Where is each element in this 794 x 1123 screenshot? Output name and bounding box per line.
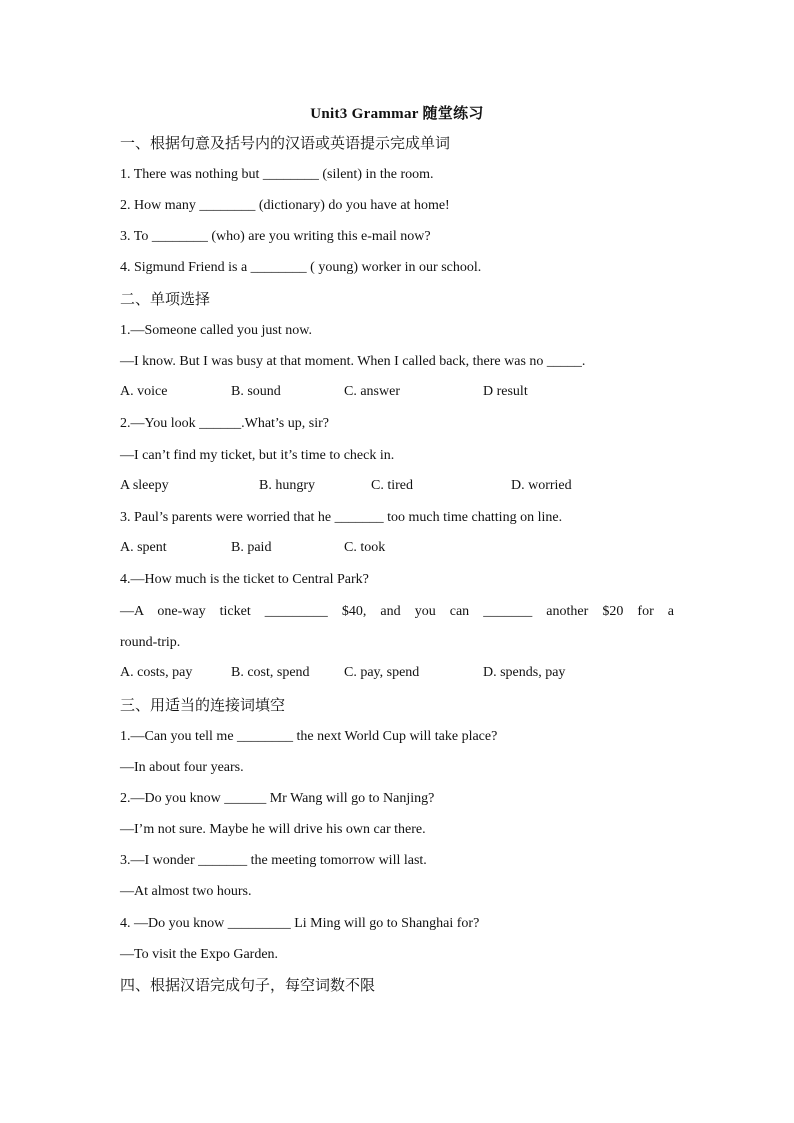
section3-line-1: 1.—Can you tell me ________ the next World Cup will take place?: [120, 729, 498, 744]
option-b: B. paid: [231, 540, 272, 555]
section3-line-5: 3.—I wonder _______ the meeting tomorrow will last.: [120, 853, 427, 868]
option-b: B. cost, spend: [231, 665, 310, 680]
section2-q3-options: [120, 540, 680, 558]
section3-heading: 三、用适当的连接词填空: [120, 696, 286, 714]
section3-line-4: —I’m not sure. Maybe he will drive his own car there.: [120, 822, 426, 837]
section2-q4-line-3: round-trip.: [120, 635, 181, 650]
section2-q2-line-2: —I can’t find my ticket, but it’s time to check in.: [120, 448, 395, 463]
section2-q2-options: [120, 478, 680, 496]
section3-line-6: —At almost two hours.: [120, 884, 252, 899]
option-b: B. hungry: [259, 478, 315, 493]
option-b: B. sound: [231, 384, 281, 399]
section2-q4-line-2: —A one-way ticket _________ $40, and you can _______ another $20 for a: [120, 604, 674, 619]
section1-heading: 一、根据句意及括号内的汉语或英语提示完成单词: [120, 134, 451, 152]
option-d: D. spends, pay: [483, 665, 566, 680]
option-d: D. worried: [511, 478, 572, 493]
section1-item-1: 1. There was nothing but ________ (silent) in the room.: [120, 167, 434, 182]
section4-heading: 四、根据汉语完成句子，每空词数不限: [120, 976, 376, 994]
option-a: A. costs, pay: [120, 665, 193, 680]
section2-q4-line-1: 4.—How much is the ticket to Central Park?: [120, 572, 369, 587]
section2-heading: 二、单项选择: [120, 290, 211, 308]
section2-q1-options: [120, 384, 680, 402]
option-a: A. voice: [120, 384, 168, 399]
section2-q2-line-1: 2.—You look ______.What’s up, sir?: [120, 416, 329, 431]
option-d: D result: [483, 384, 528, 399]
section3-line-8: —To visit the Expo Garden.: [120, 947, 279, 962]
section3-line-3: 2.—Do you know ______ Mr Wang will go to Nanjing?: [120, 791, 435, 806]
section2-q1-line-1: 1.—Someone called you just now.: [120, 323, 312, 338]
section1-item-3: 3. To ________ (who) are you writing this e-mail now?: [120, 229, 431, 244]
section1-item-2: 2. How many ________ (dictionary) do you have at home!: [120, 198, 450, 213]
section2-q1-line-2: —I know. But I was busy at that moment. When I called back, there was no _____.: [120, 354, 586, 369]
option-a: A. spent: [120, 540, 167, 555]
section3-line-7: 4. —Do you know _________ Li Ming will go to Shanghai for?: [120, 916, 480, 931]
section2-q3-line-1: 3. Paul’s parents were worried that he _______ too much time chatting on line.: [120, 510, 563, 525]
option-c: C. answer: [344, 384, 400, 399]
option-c: C. took: [344, 540, 386, 555]
section1-item-4: 4. Sigmund Friend is a ________ ( young) worker in our school.: [120, 260, 482, 275]
section2-q4-options: [120, 665, 680, 683]
option-a: A sleepy: [120, 478, 169, 493]
option-c: C. pay, spend: [344, 665, 420, 680]
option-c: C. tired: [371, 478, 413, 493]
section3-line-2: —In about four years.: [120, 760, 244, 775]
page-title: Unit3 Grammar 随堂练习: [310, 106, 484, 122]
